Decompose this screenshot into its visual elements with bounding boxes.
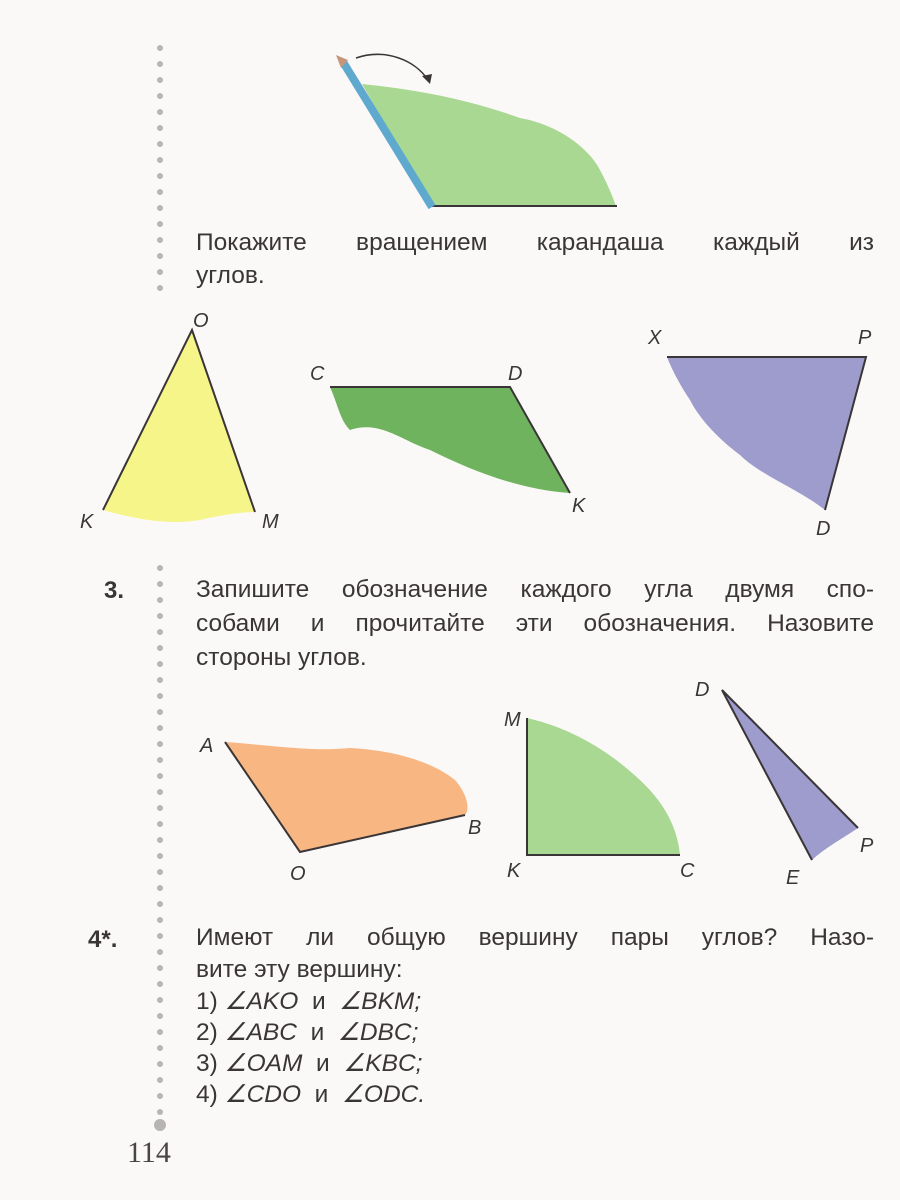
label-x: X — [648, 327, 662, 349]
margin-dot — [157, 805, 163, 811]
margin-dot — [157, 141, 163, 147]
label-o: O — [193, 310, 209, 332]
margin-dot — [157, 93, 163, 99]
angle: ∠CDO — [224, 1081, 302, 1108]
green-right-angle-figure — [527, 718, 680, 855]
task4-number: 4*. — [88, 926, 118, 953]
label-c2: C — [680, 860, 695, 882]
purple-angle-figure — [667, 357, 866, 510]
word: карандаша — [536, 229, 664, 256]
list-item — [196, 986, 425, 1017]
angle: ∠KBC; — [343, 1050, 423, 1077]
margin-dot-end — [154, 1119, 166, 1131]
label-k: K — [80, 511, 94, 533]
margin-dot — [157, 1077, 163, 1083]
margin-dot — [157, 253, 163, 259]
margin-dot — [157, 853, 163, 859]
margin-dot — [157, 613, 163, 619]
margin-dot — [157, 837, 163, 843]
margin-dot — [157, 997, 163, 1003]
margin-dot — [157, 789, 163, 795]
page-number: 114 — [127, 1136, 171, 1169]
margin-dot — [157, 125, 163, 131]
pencil-rotation-figure — [336, 54, 617, 207]
margin-dot — [157, 1013, 163, 1019]
margin-dot — [157, 629, 163, 635]
conjunction: и — [311, 988, 326, 1015]
margin-dot — [157, 949, 163, 955]
list-item — [196, 1048, 425, 1079]
margin-dot — [157, 725, 163, 731]
margin-dot — [157, 693, 163, 699]
angle: ∠DBC; — [337, 1019, 419, 1046]
label-p: P — [858, 327, 872, 349]
word: каждый — [712, 229, 800, 256]
pencil-task-line1 — [196, 225, 874, 260]
margin-dot — [157, 661, 163, 667]
label-m: M — [262, 511, 279, 533]
margin-dot — [157, 709, 163, 715]
angle: ∠ODC. — [341, 1081, 426, 1108]
task4-line1: Имеют ли общую вершину пары углов? Назо- — [196, 924, 874, 951]
item-number: 4) — [196, 1081, 218, 1108]
purple-triangle-figure — [722, 690, 858, 860]
item-number: 3) — [196, 1050, 218, 1077]
margin-dot — [157, 269, 163, 275]
margin-dot — [157, 933, 163, 939]
task3-line3: стороны углов. — [196, 644, 367, 671]
word: Покажите — [196, 229, 307, 256]
task4-line2: вите эту вершину: — [196, 956, 403, 983]
margin-dot — [157, 237, 163, 243]
conjunction: и — [316, 1050, 330, 1077]
margin-dot — [157, 581, 163, 587]
margin-dot — [157, 965, 163, 971]
label-o2: O — [290, 863, 306, 885]
margin-dot — [157, 205, 163, 211]
pencil-task-line2: углов. — [196, 262, 265, 289]
margin-dot — [157, 885, 163, 891]
label-c: C — [310, 363, 325, 385]
label-k3: K — [507, 860, 521, 882]
list-item — [196, 1017, 425, 1048]
margin-dot — [157, 1029, 163, 1035]
label-b: B — [468, 817, 482, 839]
margin-dot — [157, 189, 163, 195]
margin-dot — [157, 565, 163, 571]
task3-line1: Запишите обозначение каждого угла двумя спо- — [196, 576, 874, 603]
label-d: D — [508, 363, 523, 385]
margin-dot — [157, 757, 163, 763]
margin-dot — [157, 869, 163, 875]
margin-dot — [157, 645, 163, 651]
angle: ∠OAM — [224, 1050, 303, 1077]
green-angle-shape — [362, 84, 616, 206]
task3-line2: собами и прочитайте эти обозначения. Назовите — [196, 610, 874, 637]
task4-list — [196, 986, 425, 1110]
conjunction: и — [314, 1081, 329, 1108]
angle: ∠AKO — [224, 988, 299, 1015]
margin-dot — [157, 821, 163, 827]
margin-dot — [157, 741, 163, 747]
orange-angle-figure — [225, 742, 468, 852]
margin-dot — [157, 157, 163, 163]
label-p2: P — [860, 835, 874, 857]
label-k2: K — [572, 495, 586, 517]
margin-dot — [157, 1045, 163, 1051]
margin-dot — [157, 221, 163, 227]
margin-dot — [157, 773, 163, 779]
yellow-angle-figure — [103, 330, 255, 522]
item-number: 1) — [196, 988, 218, 1015]
word: из — [849, 229, 875, 256]
label-d2: D — [816, 518, 831, 540]
label-e: E — [786, 867, 800, 889]
margin-dot — [157, 1093, 163, 1099]
angle: ∠BKM; — [339, 988, 422, 1015]
label-m2: M — [504, 709, 521, 731]
margin-dot — [157, 1061, 163, 1067]
margin-dot — [157, 677, 163, 683]
margin-dot — [157, 981, 163, 987]
margin-dot — [157, 597, 163, 603]
margin-dot — [157, 917, 163, 923]
label-a: A — [200, 735, 214, 757]
angle: ∠ABC — [224, 1019, 297, 1046]
list-item — [196, 1079, 425, 1110]
margin-dot — [157, 285, 163, 291]
margin-dot — [157, 901, 163, 907]
rotation-arrow-icon — [356, 54, 428, 80]
label-d3: D — [695, 679, 710, 701]
margin-dot — [157, 109, 163, 115]
margin-dots — [154, 45, 166, 1131]
item-number: 2) — [196, 1019, 218, 1046]
margin-dot — [157, 77, 163, 83]
margin-dot — [157, 45, 163, 51]
margin-dot — [157, 1109, 163, 1115]
margin-dot — [157, 173, 163, 179]
green-parallelogram-figure — [330, 387, 570, 493]
conjunction: и — [310, 1019, 325, 1046]
task3-number: 3. — [104, 577, 125, 604]
word: вращением — [356, 229, 488, 256]
margin-dot — [157, 61, 163, 67]
